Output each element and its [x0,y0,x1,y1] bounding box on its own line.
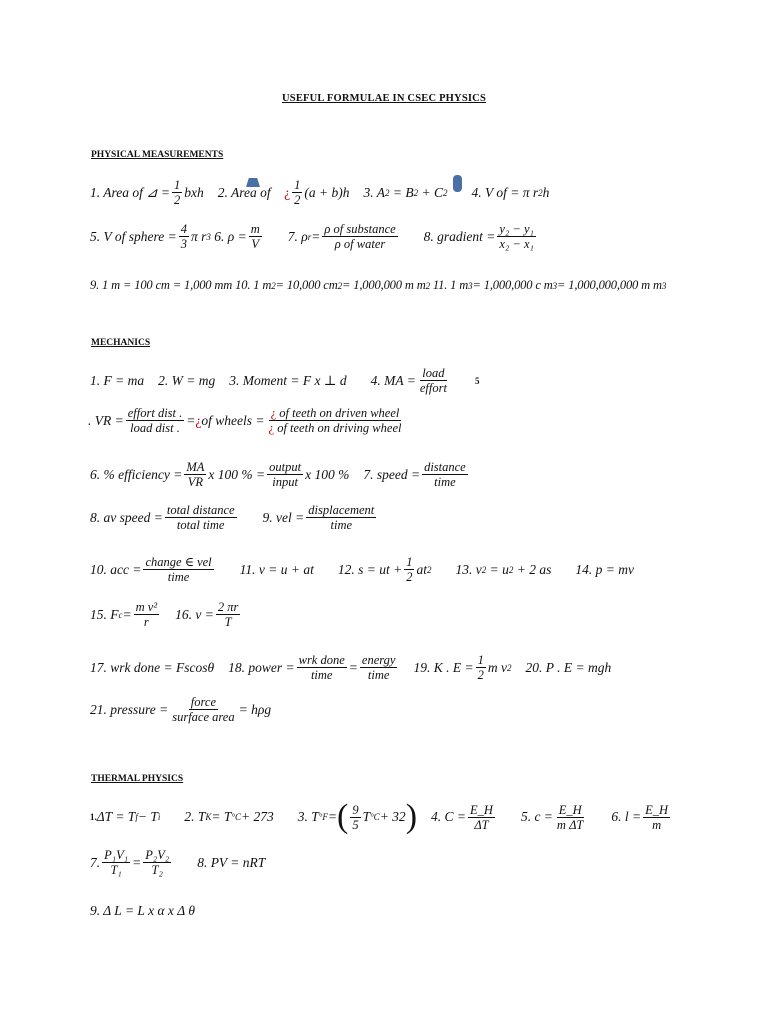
formula-relative-density: 7. ρ r = $\frac{\text{ρ of substance}}{\text{ρ of water}}$ [287,222,396,251]
formula-line [90,695,271,724]
stray-number: 5 [474,375,480,386]
formula-pythagoras: 3. A 2 = B 2 + C 2 [363,184,448,200]
formula-mechanical-advantage: 4. MA = $\frac{\text{load}}{\text{effort}}$ [370,366,447,395]
formula-general-gas-law: 7. $\frac{\text{P₁V₁}}{\text{T₁}}$ = $\frac{\text{P₂V₂}}{\text{T₂}}$ [90,848,170,877]
formula-line [90,503,378,532]
formula-line [90,848,265,877]
formula-temperature-change: 1. ΔT = T f − T i [90,809,161,824]
formula-efficiency: 6. % efficiency = $\frac{MA}{VR}$ x 100 % = $\frac{\text{output}}{\text{input}}$ x 100 % [90,460,350,489]
formula-average-speed: 8. av speed = $\frac{\text{total distance}}{\text{total time}}$ [90,503,235,532]
formula-line [90,460,470,489]
formula-line [90,600,242,629]
formula-kelvin: 2. T K = T °C + 273 [184,809,274,824]
formula-equation-motion-2: 12. s = ut + $\frac{1}{2}$ at 2 [337,555,432,584]
formula-acceleration: 10. acc = $\frac{\text{change ∈ vel}}{\text{time}}$ [90,555,212,584]
formula-velocity: 9. vel = $\frac{\text{displacement}}{\text{time}}$ [262,503,375,532]
formula-gradient: 8. gradient = $\frac{\text{y₂ − y₁}}{\text{x₂ − x₁}}$ [423,222,534,251]
formula-line [90,278,666,293]
formula-length-units: 9. 1 m = 100 cm = 1,000 mm [90,278,233,292]
formula-potential-energy: 20. P . E = mgh [525,659,612,675]
formula-equation-motion-1: 11. v = u + at [239,561,314,577]
heading-thermal-physics: THERMAL PHYSICS [91,774,184,784]
formula-ideal-gas: 8. PV = nRT [197,854,266,870]
formula-velocity-ratio: . VR = $\frac{\text{effort dist .}}{\text{load dist .}}$ = ¿ of wheels = $\frac{\text{¿ of teeth on driven wheel}}{\text{¿ of teeth on driving wheel}}$ [88,406,402,435]
formula-density: 6. ρ = $\frac{m}{V}$ [214,222,260,251]
formula-area-triangle: 1. Area of ⊿ = $\frac{1}{2}$ bxh [90,178,204,207]
formula-moment: 3. Moment = F x ⊥ d [229,372,347,388]
formula-volume-sphere: 5. V of sphere = $\frac{4}{3}$ π r 3 [90,222,211,251]
formula-volume-units: 11. 1 m 3 = 1,000,000 c m 3 = 1,000,000,000 m m 3 [432,278,667,292]
formula-pressure: 21. pressure = $\frac{\text{force}}{\text{surface area}}$ = hρg [90,695,272,724]
formula-weight: 2. W = mg [158,372,216,388]
formula-fahrenheit: 3. T °F = ( $\frac{9}{5}$ T °C + 32 ) [297,798,418,835]
formula-volume-cylinder: 4. V of = π r 2 h [471,184,550,200]
formula-speed: 7. speed = $\frac{\text{distance}}{\text{time}}$ [363,460,466,489]
formula-specific-heat: 5. c = $\frac{E\_H}{\text{m ΔT}}$ [520,802,584,832]
formula-line [90,366,479,395]
formula-force: 1. F = ma [90,372,145,388]
formula-latent-heat: 6. l = $\frac{E\_H}{m}$ [611,802,669,832]
formula-heat-capacity: 4. C = $\frac{E\_H}{\Delta T}$ [431,802,493,832]
formula-line [90,653,611,682]
formula-centripetal-force: 15. F c = $\frac{\text{m v²}}{r}$ [90,600,158,629]
formula-momentum: 14. p = mv [575,561,634,577]
formula-line [90,903,195,919]
formula-line [90,222,538,251]
formula-kinetic-energy: 19. K . E = $\frac{1}{2}$ m v 2 [413,653,512,682]
formula-area-trapezium: 2. Area of ¿ $\frac{1}{2}$ (a + b)h [217,178,350,207]
formula-work-done: 17. wrk done = Fscosθ [90,659,215,675]
document-title: USEFUL FORMULAE IN CSEC PHYSICS [282,93,486,104]
formula-area-units: 10. 1 m 2 = 10,000 cm 2 = 1,000,000 m m 2 [235,278,430,292]
formula-line [90,800,672,834]
formula-power: 18. power = $\frac{\text{wrk done}}{\text{time}}$ = $\frac{\text{energy}}{\text{time}}$ [228,653,396,682]
formula-line [88,406,405,435]
heading-physical-measurements: PHYSICAL MEASUREMENTS [91,150,224,160]
formula-equation-motion-3: 13. v 2 = u 2 + 2 as [455,561,552,577]
formula-linear-expansion: 9. Δ L = L x α x Δ θ [90,903,195,918]
formula-line [90,178,549,207]
formula-line [90,555,634,584]
heading-mechanics: MECHANICS [91,338,151,348]
formula-circular-velocity: 16. v = $\frac{2 \pi r}{T}$ [175,600,239,629]
